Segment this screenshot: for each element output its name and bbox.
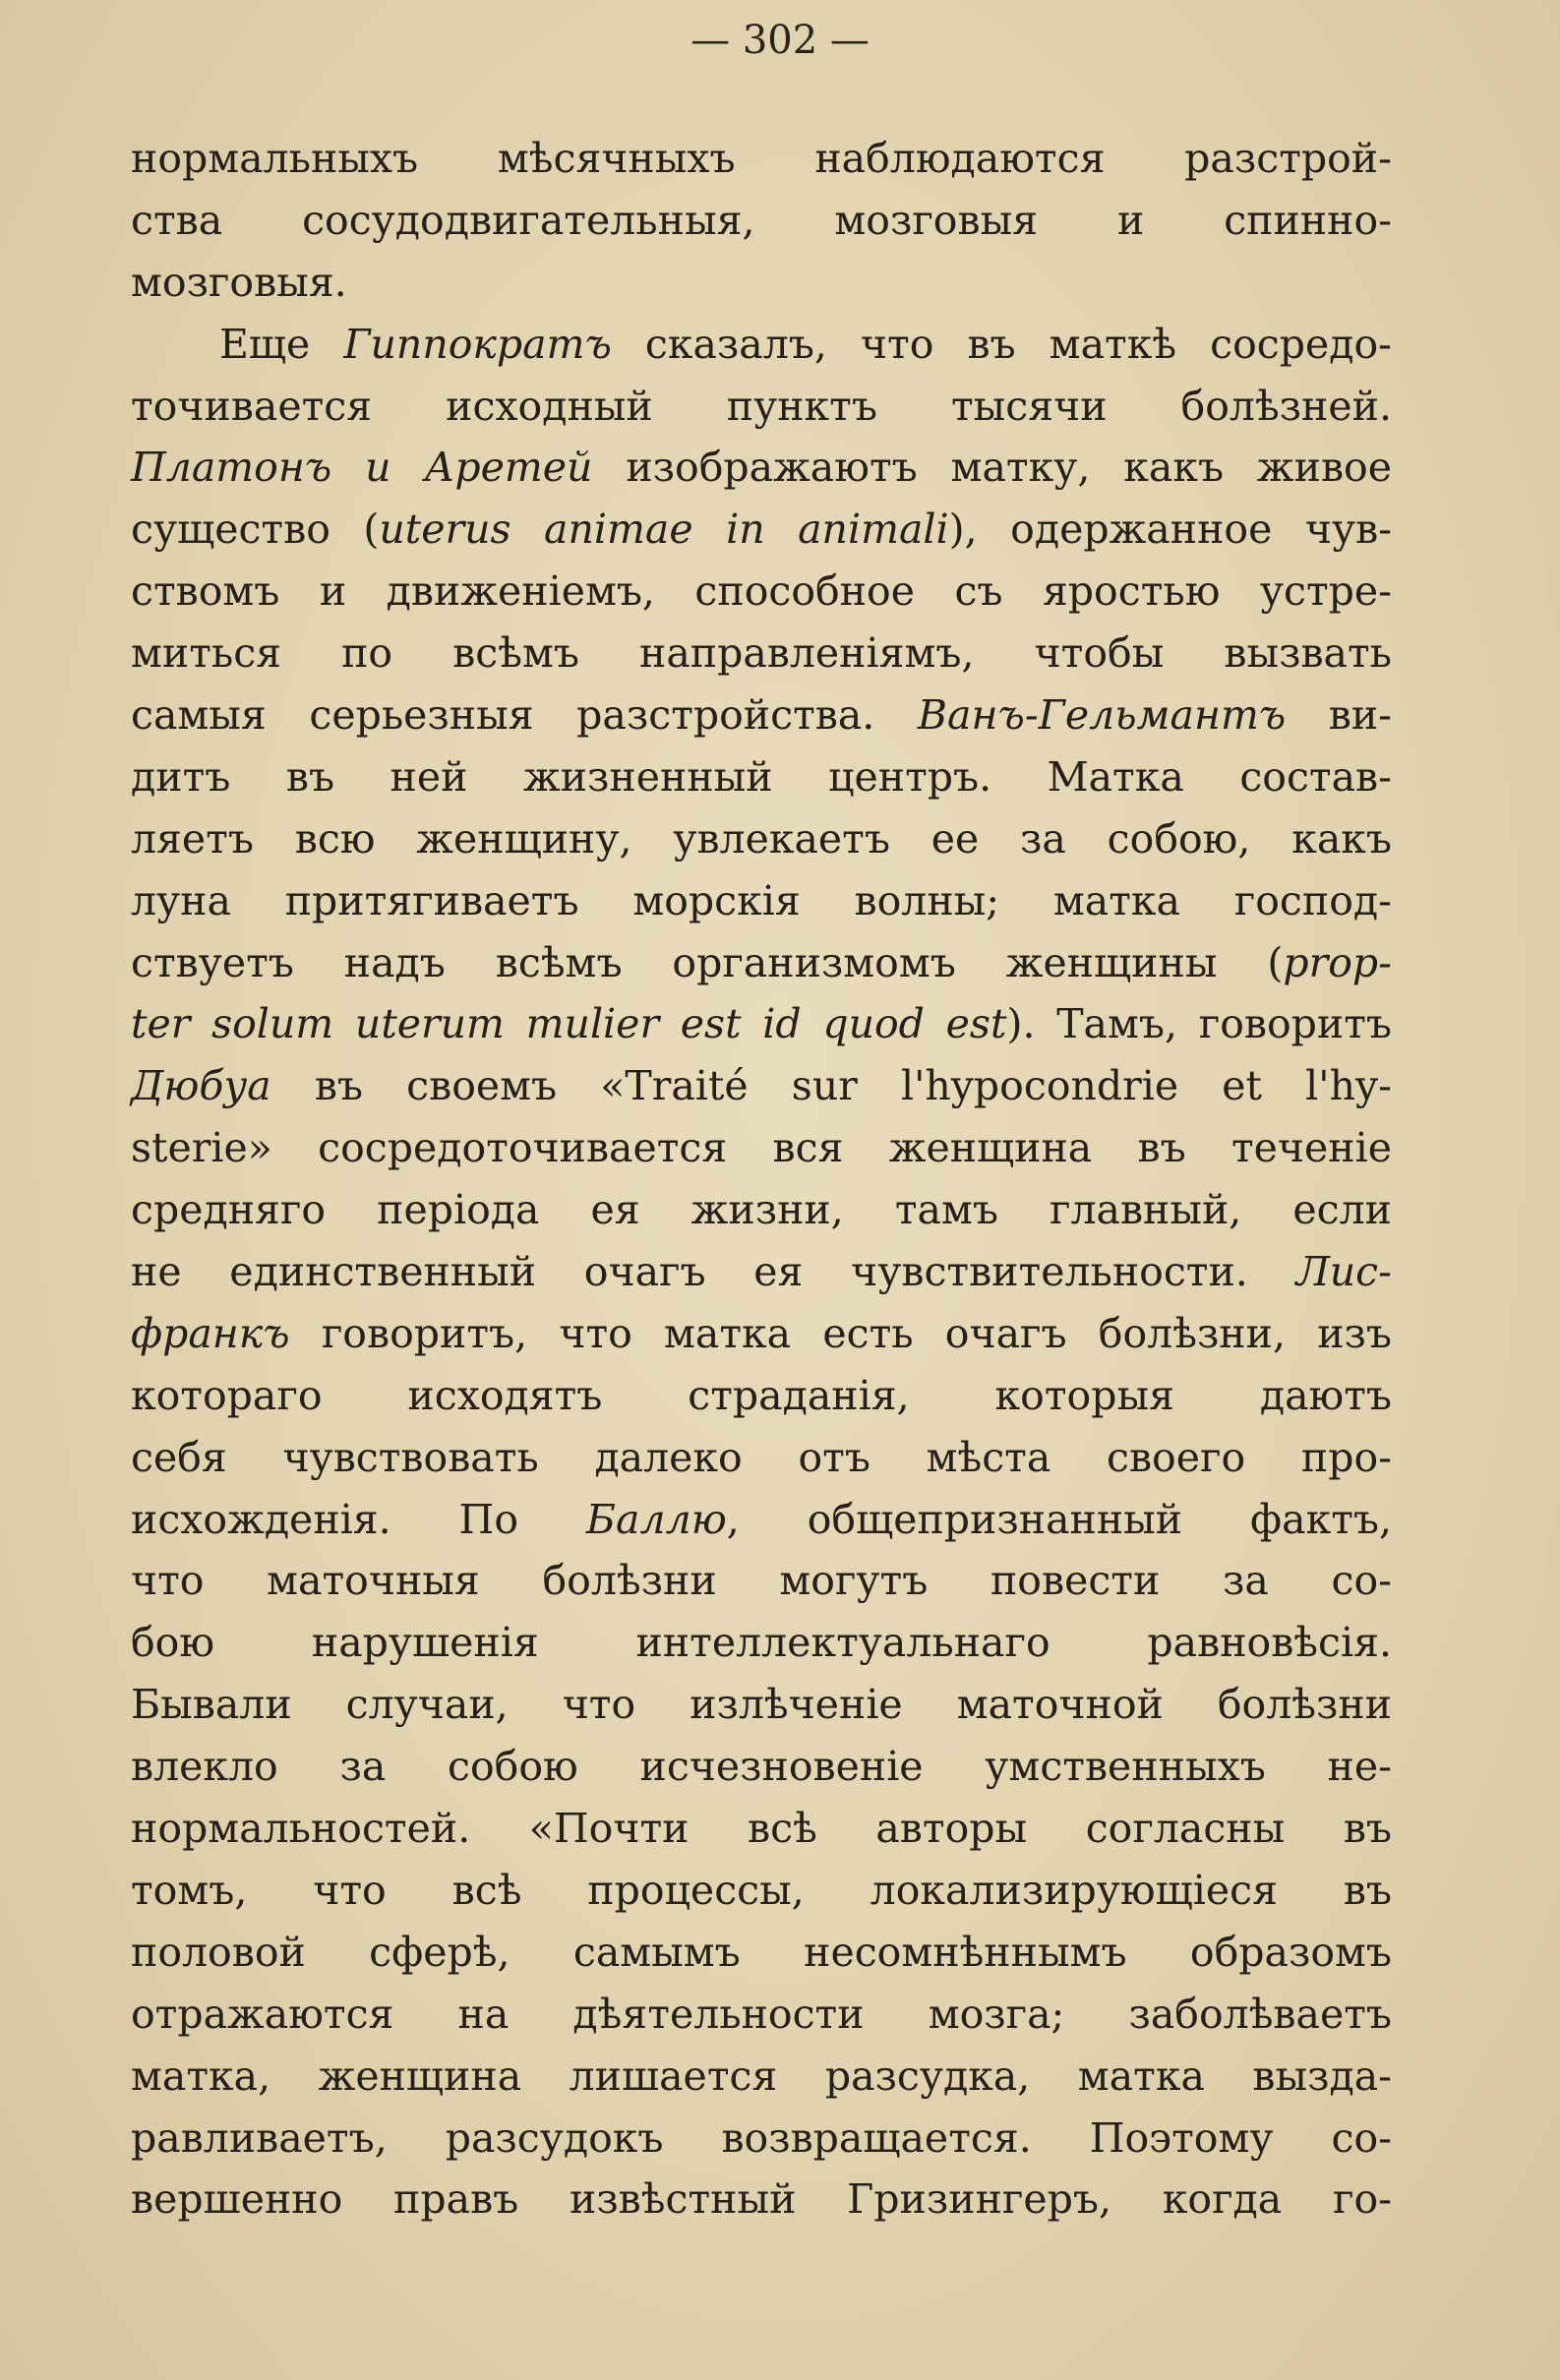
text-line (131, 870, 1392, 932)
text-segment: бою нарушенія интеллектуальнаго равновѣсія. (131, 1619, 1392, 1667)
text-segment: самыя серьезныя разстройства. (131, 691, 918, 740)
text-line (131, 1674, 1392, 1736)
text-segment: не единственный очагъ ея чувствительности. (131, 1248, 1296, 1296)
italic-text-segment: Дюбуа (131, 1062, 271, 1110)
text-line (131, 1798, 1392, 1860)
text-line (131, 190, 1392, 252)
text-segment: ви- (1286, 691, 1393, 740)
italic-text-segment: Лис- (1295, 1248, 1392, 1296)
text-line (131, 252, 1392, 314)
text-segment: Бывали случаи, что излѣченіе маточной болѣзни (131, 1681, 1392, 1729)
text-segment: сказалъ, что въ маткѣ сосредо- (611, 320, 1393, 368)
text-line (131, 1055, 1392, 1117)
text-segment: ствуетъ надъ всѣмъ организмомъ женщины ( (131, 938, 1284, 986)
body-text (131, 128, 1392, 2231)
text-line (131, 993, 1392, 1055)
text-segment: дитъ въ ней жизненный центръ. Матка состав- (131, 752, 1392, 801)
text-segment: sterie» сосредоточивается вся женщина въ теченіе (131, 1124, 1392, 1172)
text-segment: ), одержанное чув- (948, 506, 1393, 554)
text-segment: говоритъ, что матка есть очагъ болѣзни, изъ (289, 1309, 1392, 1357)
text-line (131, 437, 1392, 499)
text-segment: ). Тамъ, говоритъ (1006, 1000, 1393, 1048)
text-segment: Еще (219, 320, 344, 368)
text-line (131, 1736, 1392, 1798)
text-line (131, 2046, 1392, 2108)
text-line (131, 1922, 1392, 1984)
text-line (131, 1117, 1392, 1179)
text-segment: мозговыя. (131, 258, 347, 306)
text-line (131, 2169, 1392, 2231)
text-line (131, 128, 1392, 190)
text-segment: исхожденія. По (131, 1495, 586, 1543)
text-line (131, 746, 1392, 808)
text-segment: вершенно правъ извѣстный Гризингеръ, когда го- (131, 2175, 1392, 2224)
text-line (131, 623, 1392, 684)
italic-text-segment: франкъ (131, 1309, 290, 1357)
text-segment: себя чувствовать далеко отъ мѣста своего про- (131, 1433, 1392, 1481)
text-line (131, 1550, 1392, 1612)
text-line (131, 932, 1392, 994)
italic-text-segment: Гиппократъ (343, 320, 612, 368)
text-segment: что маточныя болѣзни могутъ повести за со- (131, 1557, 1392, 1605)
text-line (131, 561, 1392, 623)
text-segment: томъ, что всѣ процессы, локализирующіеся въ (131, 1866, 1392, 1914)
text-line (131, 1241, 1392, 1303)
text-segment: нормальныхъ мѣсячныхъ наблюдаются разстрой- (131, 135, 1392, 182)
text-segment: ства сосудодвигательныя, мозговыя и спинно- (131, 196, 1392, 244)
text-line (131, 808, 1392, 870)
text-line (131, 376, 1392, 438)
italic-text-segment: Баллю (585, 1495, 727, 1543)
text-line (131, 1612, 1392, 1674)
text-segment: отражаются на дѣятельности мозга; заболѣваетъ (131, 1990, 1392, 2038)
italic-text-segment: Ванъ-Гельмантъ (917, 691, 1287, 740)
text-segment: влекло за собою исчезновеніе умственныхъ не- (131, 1743, 1392, 1791)
text-segment: въ своемъ «Traité sur l'hypocondrie et l'hy- (270, 1062, 1392, 1110)
text-line (131, 684, 1392, 746)
text-segment: точивается исходный пунктъ тысячи болѣзней. (131, 382, 1392, 430)
text-segment: луна притягиваетъ морскія волны; матка господ- (131, 876, 1392, 924)
text-segment: миться по всѣмъ направленіямъ, чтобы вызвать (131, 629, 1392, 678)
text-segment: существо ( (131, 506, 380, 554)
text-line (131, 1860, 1392, 1922)
text-line (131, 1303, 1392, 1365)
text-segment: средняго періода ея жизни, тамъ главный, если (131, 1186, 1392, 1234)
text-line (131, 1489, 1392, 1551)
text-line (131, 1984, 1392, 2046)
text-segment: , общепризнанный фактъ, (726, 1495, 1392, 1543)
text-segment: ляетъ всю женщину, увлекаетъ ее за собою, какъ (131, 814, 1392, 863)
text-segment: нормальностей. «Почти всѣ авторы согласны въ (131, 1805, 1392, 1853)
text-line (131, 1179, 1392, 1241)
text-line (131, 1365, 1392, 1427)
page-number: — 302 — (690, 18, 870, 63)
text-segment: изображаютъ матку, какъ живое (592, 444, 1392, 492)
text-segment: ствомъ и движеніемъ, способное съ яростью устре- (131, 567, 1392, 616)
italic-text-segment: prop- (1283, 938, 1392, 986)
text-segment: равливаетъ, разсудокъ возвращается. Поэтому со- (131, 2113, 1392, 2162)
text-line (131, 499, 1392, 561)
text-segment: котораго исходятъ страданія, которыя даютъ (131, 1371, 1392, 1419)
italic-text-segment: ter solum uterum mulier est id quod est (131, 1000, 1007, 1048)
italic-text-segment: Платонъ и Аретей (131, 444, 593, 492)
text-segment: матка, женщина лишается разсудка, матка выздa- (131, 2052, 1392, 2100)
text-segment: половой сферѣ, самымъ несомнѣннымъ образомъ (131, 1928, 1392, 1976)
text-line (131, 1427, 1392, 1489)
italic-text-segment: uterus animae in animali (379, 506, 949, 554)
text-line (131, 314, 1392, 376)
text-line (131, 2108, 1392, 2170)
